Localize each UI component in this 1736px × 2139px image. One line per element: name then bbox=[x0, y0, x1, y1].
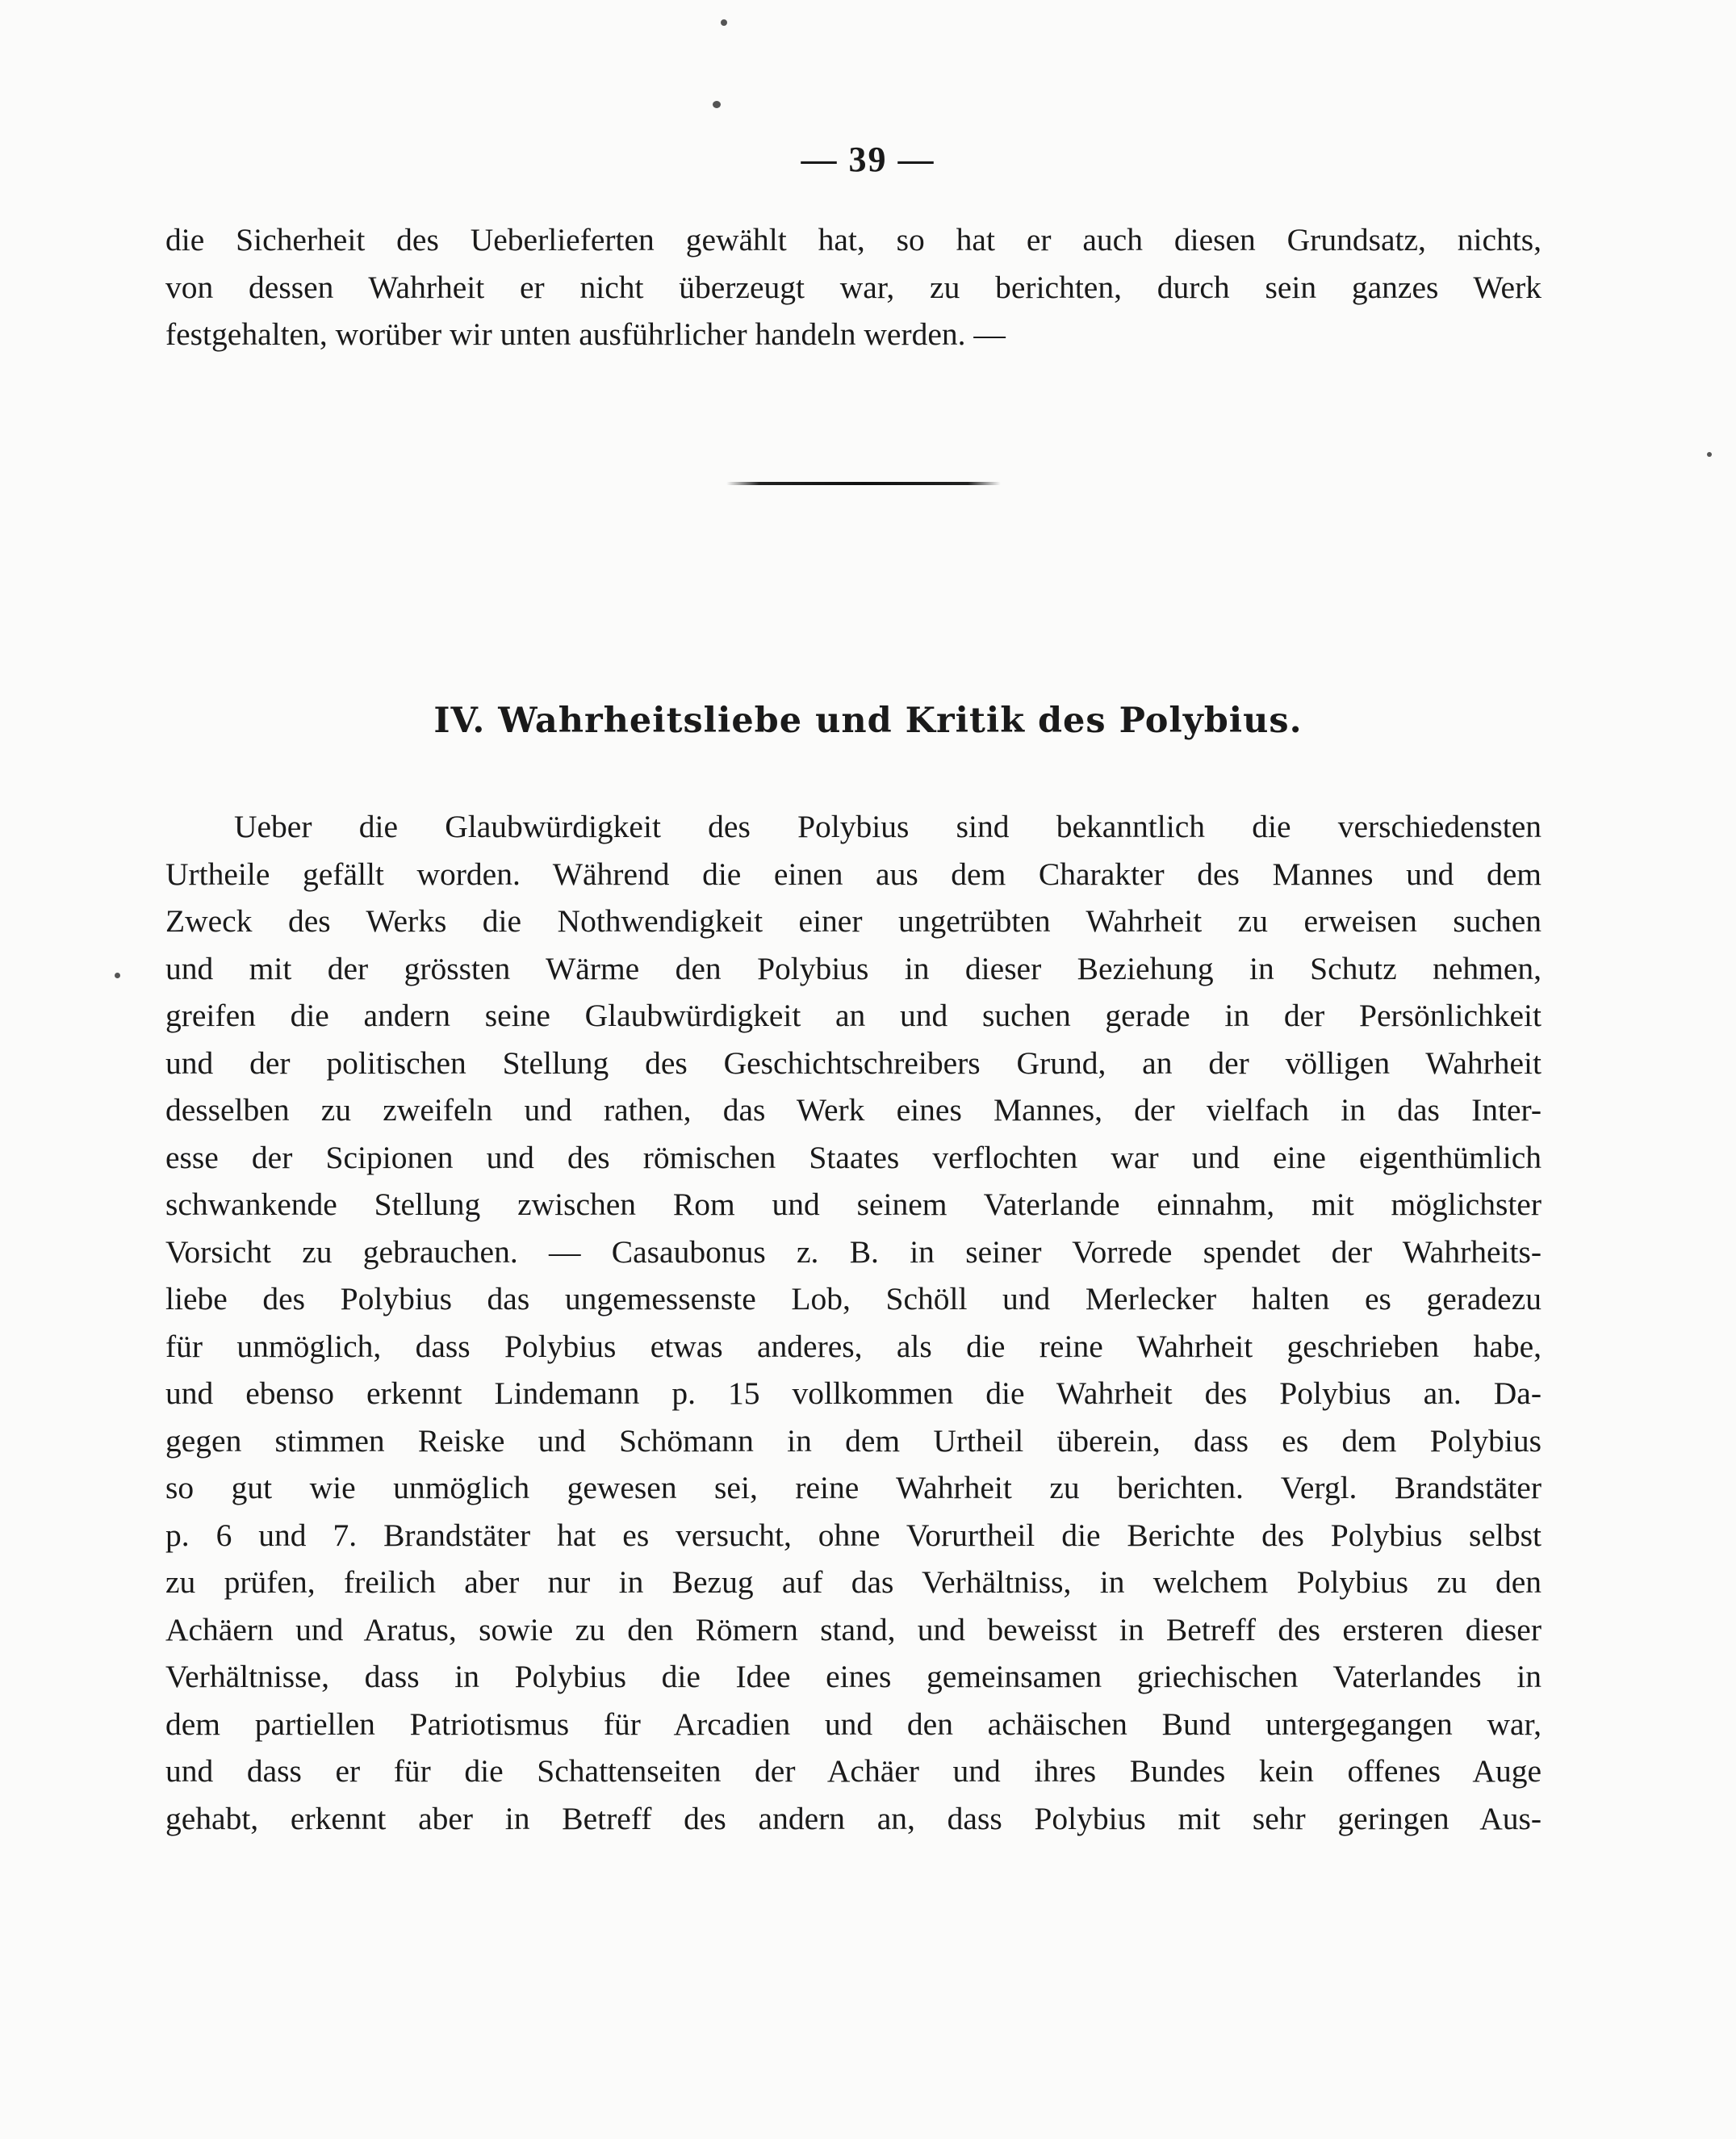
text-line: und der politischen Stellung des Geschichtschreibers Grund, an der völligen Wahrheit bbox=[165, 1044, 1541, 1081]
text-line: greifen die andern seine Glaubwürdigkeit an und suchen gerade in der Persönlichkeit bbox=[165, 998, 1541, 1033]
text-line: Urtheile gefällt worden. Während die einen aus dem Charakter des Mannes und dem bbox=[165, 856, 1541, 892]
text-line: von dessen Wahrheit er nicht überzeugt war, zu berichten, durch sein ganzes Werk bbox=[165, 269, 1541, 305]
ink-speck bbox=[1707, 452, 1712, 457]
section-heading: IV. Wahrheitsliebe und Kritik des Polybius. bbox=[433, 701, 1303, 741]
ink-speck bbox=[115, 973, 120, 978]
text-line: Ueber die Glaubwürdigkeit des Polybius sind bekanntlich die verschiedensten bbox=[234, 809, 1541, 844]
text-line: zu prüfen, freilich aber nur in Bezug auf das Verhältniss, in welchem Polybius zu den bbox=[165, 1564, 1541, 1600]
text-line: desselben zu zweifeln und rathen, das Werk eines Mannes, der vielfach in das Inter- bbox=[165, 1092, 1541, 1128]
text-line: Verhältnisse, dass in Polybius die Idee eines gemeinsamen griechischen Vaterlandes in bbox=[165, 1659, 1541, 1694]
section-divider-rule bbox=[726, 482, 1001, 485]
text-line: und ebenso erkennt Lindemann p. 15 vollkommen die Wahrheit des Polybius an. Da- bbox=[165, 1375, 1541, 1411]
text-line: und mit der grössten Wärme den Polybius in dieser Beziehung in Schutz nehmen, bbox=[165, 950, 1541, 986]
text-line: p. 6 und 7. Brandstäter hat es versucht, ohne Vorurtheil die Berichte des Polybius selbst bbox=[165, 1517, 1541, 1553]
text-line: liebe des Polybius das ungemessenste Lob, Schöll und Merlecker halten es geradezu bbox=[165, 1281, 1541, 1316]
text-line: so gut wie unmöglich gewesen sei, reine Wahrheit zu berichten. Vergl. Brandstäter bbox=[165, 1470, 1541, 1505]
text-line: Zweck des Werks die Nothwendigkeit einer ungetrübten Wahrheit zu erweisen suchen bbox=[165, 903, 1541, 939]
text-line: gehabt, erkennt aber in Betreff des andern an, dass Polybius mit sehr geringen Aus- bbox=[165, 1800, 1541, 1836]
text-line: Achäern und Aratus, sowie zu den Römern stand, und beweisst in Betreff des ersteren dieser bbox=[165, 1611, 1541, 1647]
section-paragraph bbox=[165, 803, 1541, 1842]
text-line: festgehalten, worüber wir unten ausführlicher handeln werden. — bbox=[165, 316, 1006, 352]
text-line: und dass er für die Schattenseiten der Achäer und ihres Bundes kein offenes Auge bbox=[165, 1753, 1541, 1789]
text-line: für unmöglich, dass Polybius etwas anderes, als die reine Wahrheit geschrieben habe, bbox=[165, 1328, 1541, 1364]
continuation-paragraph bbox=[165, 216, 1541, 358]
text-line: gegen stimmen Reiske und Schömann in dem Urtheil überein, dass es dem Polybius bbox=[165, 1422, 1541, 1459]
text-line: dem partiellen Patriotismus für Arcadien und den achäischen Bund untergegangen war, bbox=[165, 1706, 1541, 1742]
text-line: schwankende Stellung zwischen Rom und seinem Vaterlande einnahm, mit möglichster bbox=[165, 1187, 1541, 1222]
ink-speck bbox=[713, 101, 721, 108]
text-line: Vorsicht zu gebrauchen. — Casaubonus z. B. in seiner Vorrede spendet der Wahrheits- bbox=[165, 1233, 1541, 1270]
page-number: — 39 — bbox=[801, 140, 935, 179]
ink-speck bbox=[721, 19, 727, 26]
text-line: die Sicherheit des Ueberlieferten gewählt hat, so hat er auch diesen Grundsatz, nichts, bbox=[165, 222, 1541, 257]
text-line: esse der Scipionen und des römischen Staates verflochten war und eine eigenthümlich bbox=[165, 1139, 1541, 1175]
